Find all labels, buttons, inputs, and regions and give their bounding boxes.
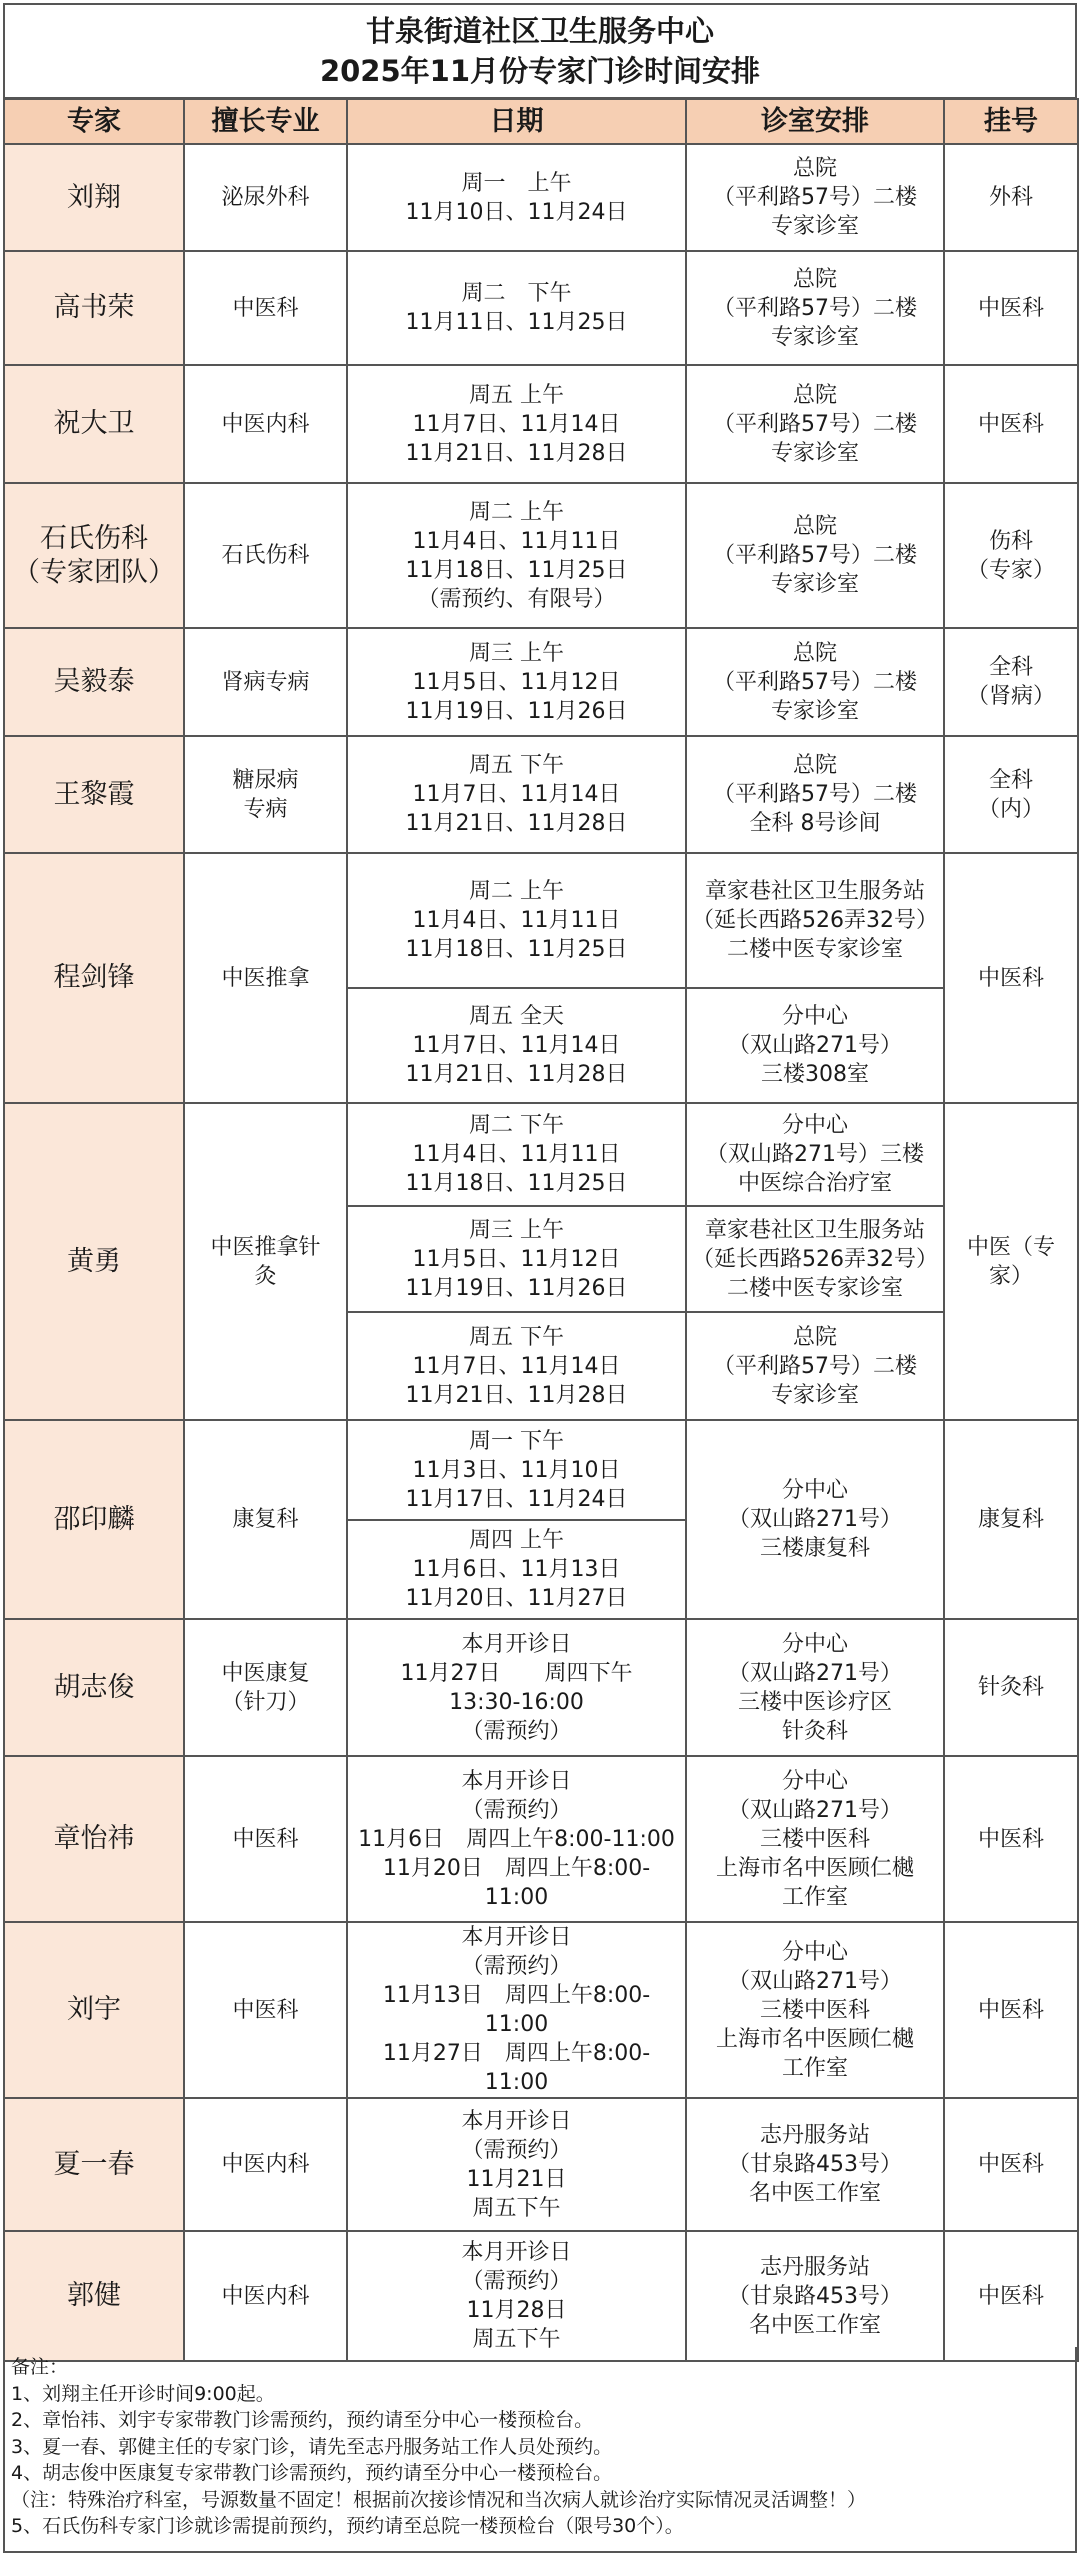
clinic-location: 总院 （平利路57号）二楼 专家诊室 xyxy=(686,365,944,483)
session-date: 周五 全天 11月7日、11月14日 11月21日、11月28日 xyxy=(347,988,686,1103)
registration-dept: 全科 （肾病） xyxy=(944,628,1078,736)
registration-dept: 中医科 xyxy=(944,365,1078,483)
clinic-location: 总院 （平利路57号）二楼 全科 8号诊间 xyxy=(686,736,944,853)
expert-specialty: 中医内科 xyxy=(184,365,347,483)
registration-dept: 外科 xyxy=(944,144,1078,251)
clinic-location: 分中心 （双山路271号） 三楼中医诊疗区 针灸科 xyxy=(686,1619,944,1756)
expert-specialty: 中医内科 xyxy=(184,2098,347,2231)
expert-specialty: 石氏伤科 xyxy=(184,483,347,628)
expert-name: 邵印麟 xyxy=(4,1420,184,1619)
session-date: 周二 下午 11月11日、11月25日 xyxy=(347,251,686,365)
expert-name: 刘翔 xyxy=(4,144,184,251)
session-date: 周四 上午 11月6日、11月13日 11月20日、11月27日 xyxy=(347,1520,686,1619)
page-subtitle: 2025年11月份专家门诊时间安排 xyxy=(319,54,761,88)
clinic-location: 分中心 （双山路271号）三楼 中医综合治疗室 xyxy=(686,1103,944,1206)
registration-dept: 针灸科 xyxy=(944,1619,1078,1756)
session-date: 周三 上午 11月5日、11月12日 11月19日、11月26日 xyxy=(347,1206,686,1312)
expert-name: 吴毅泰 xyxy=(4,628,184,736)
session-date: 周一 下午 11月3日、11月10日 11月17日、11月24日 xyxy=(347,1420,686,1520)
table-row xyxy=(4,1756,1078,1922)
expert-specialty: 肾病专病 xyxy=(184,628,347,736)
expert-specialty: 中医科 xyxy=(184,1756,347,1922)
expert-name: 夏一春 xyxy=(4,2098,184,2231)
session-date: 本月开诊日 11月27日 周四下午 13:30-16:00 （需预约） xyxy=(347,1619,686,1756)
registration-dept: 中医科 xyxy=(944,2098,1078,2231)
clinic-location: 分中心 （双山路271号） 三楼中医科 上海市名中医顾仁樾 工作室 xyxy=(686,1756,944,1922)
note-item: （注：特殊治疗科室，号源数量不固定！根据前次接诊情况和当次病人就诊治疗实际情况灵活调整！） xyxy=(11,2488,867,2511)
expert-specialty: 康复科 xyxy=(184,1420,347,1619)
schedule-table xyxy=(3,98,1079,2362)
note-item: 4、胡志俊中医康复专家带教门诊需预约，预约请至分中心一楼预检台。 xyxy=(11,2462,613,2484)
note-item: 2、章怡祎、刘宇专家带教门诊需预约，预约请至分中心一楼预检台。 xyxy=(11,2409,594,2431)
clinic-location: 总院 （平利路57号）二楼 专家诊室 xyxy=(686,628,944,736)
registration-dept: 全科 （内） xyxy=(944,736,1078,853)
session-date: 本月开诊日 （需预约） 11月13日 周四上午8:00-11:00 11月27日 周四上午8:00-11:00 xyxy=(347,1922,686,2098)
header-expert: 专家 xyxy=(4,99,184,144)
table-row xyxy=(4,1922,1078,2098)
expert-name: 祝大卫 xyxy=(4,365,184,483)
header-registration: 挂号 xyxy=(944,99,1078,144)
header-row xyxy=(4,99,1078,144)
session-date: 周五 下午 11月7日、11月14日 11月21日、11月28日 xyxy=(347,1312,686,1420)
header-clinic: 诊室安排 xyxy=(686,99,944,144)
clinic-location: 章家巷社区卫生服务站 （延长西路526弄32号） 二楼中医专家诊室 xyxy=(686,1206,944,1312)
table-row xyxy=(4,2231,1078,2361)
table-row xyxy=(4,736,1078,853)
expert-specialty: 中医康复 （针刀） xyxy=(184,1619,347,1756)
clinic-location: 总院 （平利路57号）二楼 专家诊室 xyxy=(686,144,944,251)
session-date: 周二 下午 11月4日、11月11日 11月18日、11月25日 xyxy=(347,1103,686,1206)
expert-specialty: 中医推拿 xyxy=(184,853,347,1103)
registration-dept: 中医科 xyxy=(944,2231,1078,2361)
expert-name: 郭健 xyxy=(4,2231,184,2361)
table-row xyxy=(4,1619,1078,1756)
clinic-location: 志丹服务站 （甘泉路453号） 名中医工作室 xyxy=(686,2231,944,2361)
session-date: 周二 上午 11月4日、11月11日 11月18日、11月25日 xyxy=(347,853,686,988)
expert-name: 程剑锋 xyxy=(4,853,184,1103)
session-date: 周五 上午 11月7日、11月14日 11月21日、11月28日 xyxy=(347,365,686,483)
session-date: 本月开诊日 （需预约） 11月21日 周五下午 xyxy=(347,2098,686,2231)
schedule-body xyxy=(4,144,1078,2361)
note-item: 5、石氏伤科专家门诊就诊需提前预约，预约请至总院一楼预检台（限号30个）。 xyxy=(11,2515,684,2537)
clinic-location: 章家巷社区卫生服务站 （延长西路526弄32号） 二楼中医专家诊室 xyxy=(686,853,944,988)
clinic-location: 总院 （平利路57号）二楼 专家诊室 xyxy=(686,1312,944,1420)
session-row xyxy=(4,1420,1078,1520)
notes-section xyxy=(3,2347,1077,2553)
table-row xyxy=(4,251,1078,365)
note-item: 3、夏一春、郭健主任的专家门诊，请先至志丹服务站工作人员处预约。 xyxy=(11,2435,613,2458)
expert-name: 王黎霞 xyxy=(4,736,184,853)
session-row xyxy=(4,1103,1078,1206)
note-item: 1、刘翔主任开诊时间9:00起。 xyxy=(11,2382,275,2405)
table-row xyxy=(4,628,1078,736)
registration-dept: 伤科 （专家） xyxy=(944,483,1078,628)
expert-specialty: 中医科 xyxy=(184,251,347,365)
table-row xyxy=(4,365,1078,483)
clinic-location: 总院 （平利路57号）二楼 专家诊室 xyxy=(686,251,944,365)
clinic-location: 分中心 （双山路271号） 三楼康复科 xyxy=(686,1420,944,1619)
table-row xyxy=(4,483,1078,628)
expert-specialty: 中医推拿针 灸 xyxy=(184,1103,347,1420)
expert-specialty: 泌尿外科 xyxy=(184,144,347,251)
expert-specialty: 中医内科 xyxy=(184,2231,347,2361)
registration-dept: 中医科 xyxy=(944,853,1078,1103)
expert-name: 胡志俊 xyxy=(4,1619,184,1756)
registration-dept: 中医科 xyxy=(944,251,1078,365)
expert-name: 章怡祎 xyxy=(4,1756,184,1922)
session-date: 本月开诊日 （需预约） 11月6日 周四上午8:00-11:00 11月20日 周四上午8:00-11:00 xyxy=(347,1756,686,1922)
session-date: 本月开诊日 （需预约） 11月28日 周五下午 xyxy=(347,2231,686,2361)
registration-dept: 中医（专 家） xyxy=(944,1103,1078,1420)
clinic-location: 总院 （平利路57号）二楼 专家诊室 xyxy=(686,483,944,628)
expert-specialty: 糖尿病 专病 xyxy=(184,736,347,853)
table-row xyxy=(4,144,1078,251)
expert-name: 高书荣 xyxy=(4,251,184,365)
title-block xyxy=(3,3,1077,99)
expert-name: 刘宇 xyxy=(4,1922,184,2098)
table-row xyxy=(4,2098,1078,2231)
registration-dept: 康复科 xyxy=(944,1420,1078,1619)
session-date: 周一 上午 11月10日、11月24日 xyxy=(347,144,686,251)
registration-dept: 中医科 xyxy=(944,1922,1078,2098)
clinic-location: 分中心 （双山路271号） 三楼中医科 上海市名中医顾仁樾 工作室 xyxy=(686,1922,944,2098)
expert-specialty: 中医科 xyxy=(184,1922,347,2098)
clinic-location: 志丹服务站 （甘泉路453号） 名中医工作室 xyxy=(686,2098,944,2231)
clinic-location: 分中心 （双山路271号） 三楼308室 xyxy=(686,988,944,1103)
header-specialty: 擅长专业 xyxy=(184,99,347,144)
expert-name: 石氏伤科 （专家团队） xyxy=(4,483,184,628)
registration-dept: 中医科 xyxy=(944,1756,1078,1922)
session-row xyxy=(4,853,1078,988)
session-date: 周三 上午 11月5日、11月12日 11月19日、11月26日 xyxy=(347,628,686,736)
session-date: 周五 下午 11月7日、11月14日 11月21日、11月28日 xyxy=(347,736,686,853)
expert-name: 黄勇 xyxy=(4,1103,184,1420)
header-date: 日期 xyxy=(347,99,686,144)
session-date: 周二 上午 11月4日、11月11日 11月18日、11月25日 （需预约、有限号） xyxy=(347,483,686,628)
page-title: 甘泉街道社区卫生服务中心 xyxy=(365,14,714,48)
notes-heading: 备注： xyxy=(11,2356,69,2378)
